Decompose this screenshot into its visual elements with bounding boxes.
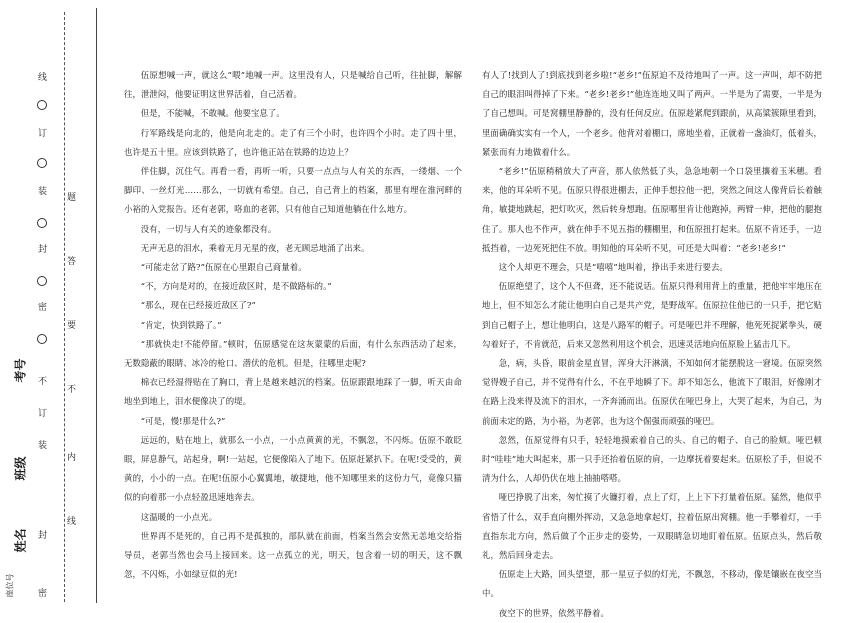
paragraph: 棉衣已经湿得贴在了胸口，背上是越来越沉的档案。伍原跟跟地踩了一脚，听天由命地坐到地上，泪水便像决了的堤。	[124, 377, 462, 407]
notice-char: 题	[67, 193, 77, 203]
name-label: 姓名	[13, 528, 28, 553]
paragraph: “老乡!”伍原稍稍放大了声音，那人依然低了头，急急地朝一个口袋里攘着玉米穗。看来，他的耳朵听不见。伍原只得很进棚去，正伸手想拉他一把，突然之间这人像背后长着触角，敏捷地跳起，把灯吹灭，然后转身想跑。伍原哪里肯让他跑掉，两臂一伸，把他的腿抱住了。那人也不作声，就在伸手不见五指的棚棚里，和伍原扭打起来。伍原不肯还手，一边抵挡着，一边死死把住不放。明知他的耳朵听不见，可还是大叫着：“老乡!老乡!”	[482, 166, 822, 253]
seal-char: 装	[38, 187, 48, 197]
paragraph: 无声无息的泪水，乘着无月无星的夜，老无顾忌地涌了出来。	[140, 242, 370, 253]
paragraph: 夜空下的世界，依然平静着。	[498, 607, 609, 618]
paragraph: “肯定，快到铁路了。”	[140, 319, 222, 330]
binding-hole-icon	[37, 100, 47, 110]
paragraph: 世界再不是死的，自己再不是孤独的，部队就在前面，档案当然会安然无恙地交给指导员，老郭当然也会马上接回来。这一点孤立的光，明天，包含着一切的明天，这不飘忽，不闪烁，小如绿豆似的光!	[124, 530, 462, 580]
notice-char: 线	[67, 517, 77, 527]
paragraph: “可能走岔了路?”伍原在心里跟自己商量着。	[140, 262, 307, 273]
paragraph: 伍原绝望了，这个人不但聋，还不能说话。伍原只得利用背上的重量，把他牢牢地压在地上，但不知怎么才能让他明白自己是共产党，是野战军。伍原拉住他已的一只手，把它贴到自己帽子上，想让他明白，这是八路军的帽子。可是哑巴并不理解，他死死捉紧拳头，硬勾着好子，不肯就范，后来又忽然利用这个机会，迅速灵活地向伍原脸上猛击几下。	[482, 281, 822, 349]
paragraph: 伴住脚，沉住气。再看一看，再听一听，只要一点点与人有关的东西，一缕烟、一个脚印、一丝灯光……那么，一切就有希望。自己，自己背上的档案，那里有埋在淮河畔的小裕的入党报告。还有老郭，咯血的老郭，只有他自己知道他躺在什么地方。	[124, 166, 462, 215]
right-text-column	[482, 66, 822, 623]
seal-char: 装	[38, 441, 48, 451]
seal-char: 密	[38, 589, 48, 599]
notice-char: 答	[67, 257, 77, 267]
paragraph: “那么，现在已经接近敌区了?”	[140, 300, 256, 311]
notice-char: 内	[67, 453, 77, 463]
class-label: 班级	[13, 456, 28, 481]
paragraph: 有人了!找到人了!到底找到老乡啦!“老乡!”伍原迫不及待地叫了一声。这一声叫，却不防把自己的眼泪叫得掉了下来。“老乡!老乡!”他连连地又叫了两声。一半是为了需要，一半是为了自己想叫。可是窝棚里静静的，没有任何反应。伍原趁紧爬到跟前，从高粱簇隙里看到，里面确确实实有一个人，一个老乡。他背对着棚口，席地坐着，正就着一盏油灯，低着头，紧张而有力地做着什么。	[482, 70, 822, 157]
paragraph: 这个人却更不理会，只是“嘻嘻”地叫着，挣出手来进行要去。	[498, 262, 728, 273]
paragraph: “可是，慢!那是什么?”	[140, 415, 226, 426]
paragraph: 急，病，头昏，眼前金星直冒，浑身大汗淋漓，不知如何才能摆脱这一窘境。伍原突然觉得嫂子自己，并不觉得有什么，不在乎地瞬了下。却不知怎么，他流下了眼泪，好像刚才在路上没来得及流下的泪水，一齐奔涌而出。伍原伏在哑巴身上，大哭了起来，为自己，为前面未定的路，为小裕，为老郭，也为这个倔强而顽强的哑巴。	[482, 358, 822, 426]
binding-hole-icon	[37, 334, 47, 344]
paragraph: “不，方向是对的，在接近敌区时，是不做路标的。”	[140, 281, 332, 292]
exam-no-label: 考号	[13, 358, 28, 383]
seal-char: 线	[38, 73, 48, 83]
paragraph: 伍原想喊一声，就这么“喂”地喊一声。这里没有人，只是喊给自己听，往扯脚，解解往，泄泄闷，他要证明这世界活着，自己活着。	[124, 70, 462, 100]
paragraph: 行军路线是向北的，他是向北走的。走了有三个小时，也许四个小时。走了四十里，也许是五十里。应该到铁路了，也许他正站在铁路的边边上？	[124, 127, 462, 157]
seal-char: 订	[38, 409, 48, 419]
paragraph: 哑巴挣脱了出来，匆忙摸了火镰打着，点上了灯，上上下下打量着伍原。猛然，他似乎省悟了什么，双手直向棚外挥动，又急急地拿起灯，拉着伍原出窝棚。他一手攀着灯，一手直指东北方向，然后做了个正步走的姿势，一双眼睛急切地盯着伍原。伍原点头，然后敬礼，然后回身走去。	[482, 492, 822, 561]
seal-column	[36, 0, 50, 608]
notice-char: 不	[67, 385, 77, 395]
binding-hole-icon	[37, 158, 47, 168]
seal-char: 封	[38, 245, 48, 255]
paragraph: 忽然，伍原觉得有只手，轻轻地摸索着自己的头、自己的帽子、自己的脸颊。哑巴顿时“哇哇”地大叫起来，那一只手还抬着伍原的肩，一边摩抚着要起来。伍原松了手，但说不清为什么，人却仍伏在地上抽抽嗒嗒。	[482, 434, 822, 484]
binding-hole-icon	[37, 276, 47, 286]
binding-hole-icon	[37, 218, 47, 228]
paragraph: 但是，不能喊，不敢喊。他要宝息了。	[140, 108, 285, 119]
paragraph: 远远的，贴在地上，就那么一小点，一小点黄黄的光，不飘忽，不闪烁。伍原不敢眨眼，屏息静气，站起身，啊!一站起，它便像陷入了地下。伍原赶紧扒下。在呢!受受的，黄黄的，小小的一点。在呢!伍原小心翼翼地，敏捷地，他不知哪里来的这份力气，竟像只猫似的向着那一小点轻盈迅速地奔去。	[124, 434, 462, 503]
notice-char: 要	[67, 321, 77, 331]
seal-char: 不	[38, 377, 48, 387]
seat-label: 座位号	[5, 573, 15, 598]
binding-strip	[0, 0, 112, 608]
seal-char: 订	[38, 129, 48, 139]
paragraph: 没有，一切与人有关的迹象都没有。	[140, 223, 277, 234]
paragraph: 这温暖的一小点光。	[140, 511, 218, 522]
notice-column	[64, 0, 78, 608]
seal-char: 封	[38, 531, 48, 541]
seal-char: 密	[38, 303, 48, 313]
margin-line	[96, 8, 97, 603]
paragraph: 伍原走上大路，回头望望，那一星豆子似的灯光，不飘忽，不移动，像是镶嵌在夜空当中。	[482, 569, 822, 599]
paragraph: “那就快走!不能停留。”顿时，伍原感觉在这灰蒙蒙的后面，有什么东西活动了起来，无数隐蔽的眼睛、冰冷的枪口、潜伏的危机。但是，往哪里走呢?	[124, 338, 462, 369]
left-text-column	[124, 66, 462, 584]
